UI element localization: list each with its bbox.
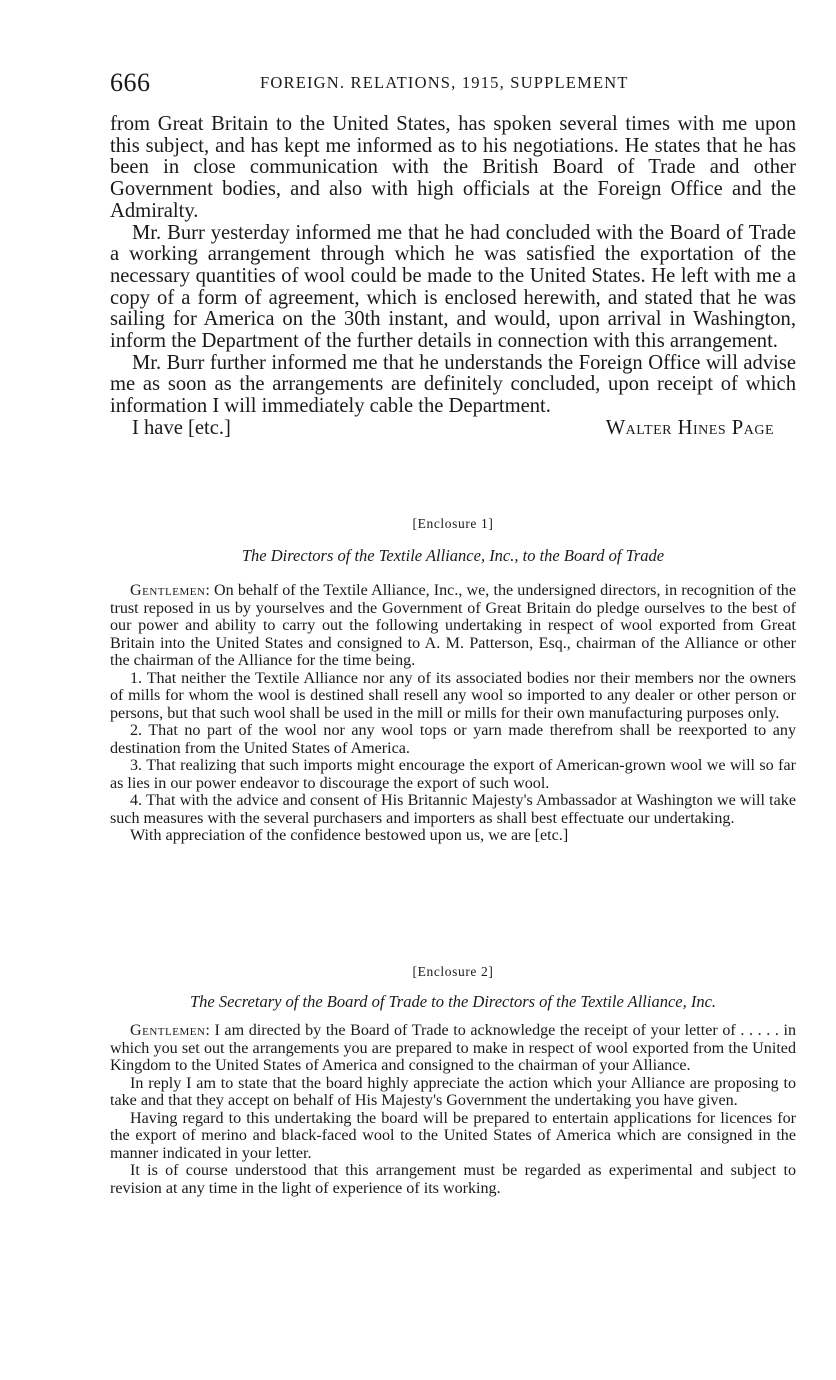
enclosure-2-paragraph-4: It is of course understood that this arrangement must be regarded as experimental and subject to revision at any time in the light of experience of its working.: [110, 1162, 796, 1197]
enclosure-2-body: [110, 1022, 796, 1197]
enclosure-1-salutation: Gentlemen: [130, 582, 206, 599]
letter-paragraph-3: Mr. Burr further informed me that he understands the Foreign Office will advise me as soon as the arrangements are definitely concluded, upon receipt of which information I will immediately cable the Department.: [110, 351, 796, 418]
running-head: FOREIGN. RELATIONS, 1915, SUPPLEMENT: [260, 73, 629, 92]
enclosure-1-intro-text: : On behalf of the Textile Alliance, Inc., we, the undersigned directors, in recognition of the trust reposed in us by yourselves and the Government of Great Britain do pledge ourselves to the best of our power and ability to carry out the following undertaking in respect of wool exported from Great Britain into the United States and consigned to A. M. Patterson, Esq., chairman of the Alliance or other the chairman of the Alliance for the time being.: [110, 582, 796, 669]
letter-signature: Walter Hines Page: [605, 416, 774, 439]
enclosure-2-label: [Enclosure 2]: [412, 964, 494, 979]
letter-closing: I have [etc.]: [132, 416, 231, 439]
page-header: [110, 68, 800, 98]
enclosure-2-paragraph-2: In reply I am to state that the board highly appreciate the action which your Alliance are proposing to take and that they accept on behalf of His Majesty's Government the undertaking you have given.: [110, 1074, 796, 1109]
enclosure-2-paragraph-3: Having regard to this undertaking the board will be prepared to entertain applications for licences for the export of merino and black-faced wool to the United States of America which are consigned in the manner indicated in your letter.: [110, 1109, 796, 1162]
letter-body: [110, 114, 796, 440]
page-number: 666: [110, 68, 151, 97]
enclosure-2-title: The Secretary of the Board of Trade to the Directors of the Textile Alliance, Inc.: [189, 992, 717, 1011]
enclosure-1-label: [Enclosure 1]: [412, 516, 494, 531]
enclosure-1-item-1: 1. That neither the Textile Alliance nor any of its associated bodies nor their members nor the owners of mills for whom the wool is destined shall resell any wool so imported to any dealer or other person or persons, but that such wool shall be used in the mill or mills for their own manufacturing purposes only.: [110, 669, 796, 722]
enclosure-1-intro: [110, 582, 796, 670]
letter-paragraph-2: Mr. Burr yesterday informed me that he had concluded with the Board of Trade a working arrangement through which he was satisfied the exportation of the necessary quantities of wool could be made to the United States. He left with me a copy of a form of agreement, which is enclosed herewith, and stated that he was sailing for America on the 30th instant, and would, upon arrival in Washington, inform the Department of the further details in connection with this arrangement.: [110, 221, 796, 353]
enclosure-2-salutation: Gentlemen: [130, 1022, 206, 1039]
enclosure-2-paragraph-1: [110, 1022, 796, 1075]
letter-signature-line: [132, 418, 796, 440]
letter-paragraph-1: from Great Britain to the United States, has spoken several times with me upon this subject, and has kept me informed as to his negotiations. He states that he has been in close communication with the British Board of Trade and other Government bodies, and also with high officials at the Foreign Office and the Admiralty.: [110, 113, 796, 222]
enclosure-1-body: [110, 582, 796, 845]
enclosure-1-item-2: 2. That no part of the wool nor any wool tops or yarn made therefrom shall be reexported to any destination from the United States of America.: [110, 722, 796, 757]
enclosure-1-item-3: 3. That realizing that such imports might encourage the export of American-grown wool we will so far as lies in our power endeavor to discourage the export of such wool.: [110, 757, 796, 792]
enclosure-1-item-4: 4. That with the advice and consent of His Britannic Majesty's Ambassador at Washington we will take such measures with the several purchasers and importers as shall best effectuate our undertaking.: [110, 792, 796, 827]
enclosure-1-title: The Directors of the Textile Alliance, Inc., to the Board of Trade: [241, 546, 665, 565]
enclosure-1-closing: With appreciation of the confidence bestowed upon us, we are [etc.]: [130, 827, 569, 844]
enclosure-2-paragraph-1-text: : I am directed by the Board of Trade to acknowledge the receipt of your letter of . . . . . in which you set out the arrangements you are prepared to make in respect of wool exported from the United Kingdom to the United States of America and consigned to the chairman of your Alliance.: [110, 1022, 796, 1074]
